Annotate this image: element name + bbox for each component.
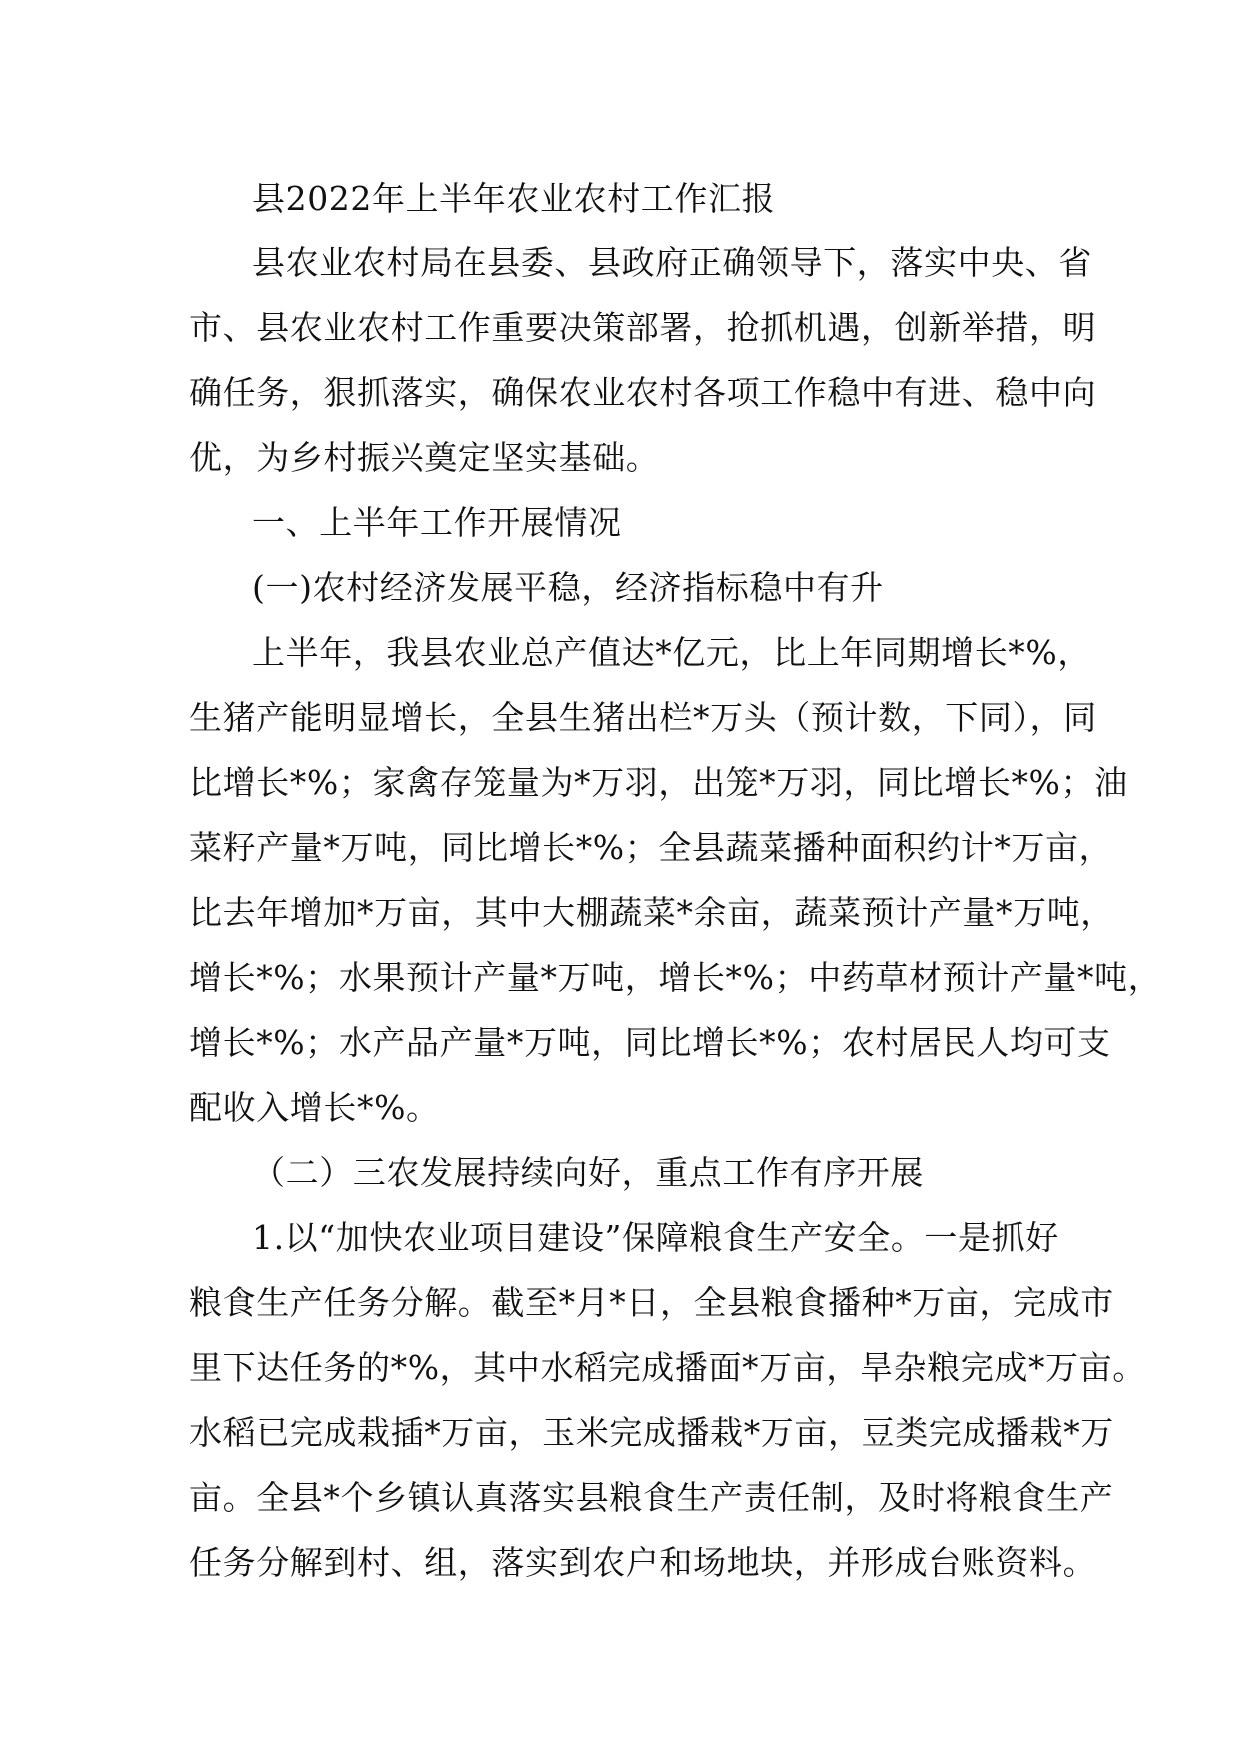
subsection-heading: (一)农村经济发展平稳，经济指标稳中有升 xyxy=(252,568,884,607)
body-line: 亩。全县*个乡镇认真落实县粮食生产责任制，及时将粮食生产 xyxy=(189,1478,1114,1517)
body-line: 市、县农业农村工作重要决策部署，抢抓机遇，创新举措，明 xyxy=(189,308,1097,347)
document-title: 县2022年上半年农业农村工作汇报 xyxy=(252,179,776,218)
body-line: 配收入增长*%。 xyxy=(189,1088,440,1127)
body-line: 任务分解到村、组，落实到农户和场地块，并形成台账资料。 xyxy=(189,1543,1097,1582)
body-line: 上半年，我县农业总产值达*亿元，比上年同期增长*%， xyxy=(252,633,1091,672)
body-line: 增长*%；水产品产量*万吨，同比增长*%；农村居民人均可支 xyxy=(189,1023,1111,1062)
body-line: 里下达任务的*%，其中水稻完成播面*万亩，旱杂粮完成*万亩。 xyxy=(189,1348,1146,1387)
body-line: 县农业农村局在县委、县政府正确领导下，落实中央、省 xyxy=(252,243,1092,282)
body-line: 优，为乡村振兴奠定坚实基础。 xyxy=(189,438,660,477)
body-line: 生猪产能明显增长，全县生猪出栏*万头（预计数，下同），同 xyxy=(189,698,1097,737)
section-heading: 一、上半年工作开展情况 xyxy=(252,503,622,542)
document-body xyxy=(189,166,1162,1595)
body-line: 粮食生产任务分解。截至*月*日，全县粮食播种*万亩，完成市 xyxy=(189,1283,1114,1322)
body-line: 比增长*%；家禽存笼量为*万羽，出笼*万羽，同比增长*%；油 xyxy=(189,763,1128,802)
body-line: 1.以“加快农业项目建设”保障粮食生产安全。一是抓好 xyxy=(252,1218,1059,1257)
body-line: 菜籽产量*万吨，同比增长*%；全县蔬菜播种面积约计*万亩， xyxy=(189,828,1113,867)
body-line: 水稻已完成栽插*万亩，玉米完成播栽*万亩，豆类完成播栽*万 xyxy=(189,1413,1114,1452)
body-line: 比去年增加*万亩，其中大棚蔬菜*余亩，蔬菜预计产量*万吨， xyxy=(189,893,1114,932)
body-line: 确任务，狠抓落实，确保农业农村各项工作稳中有进、稳中向 xyxy=(189,373,1097,412)
body-line: 增长*%；水果预计产量*万吨，增长*%；中药草材预计产量*吨， xyxy=(189,958,1162,997)
subsection-heading: （二）三农发展持续向好，重点工作有序开展 xyxy=(252,1153,924,1192)
